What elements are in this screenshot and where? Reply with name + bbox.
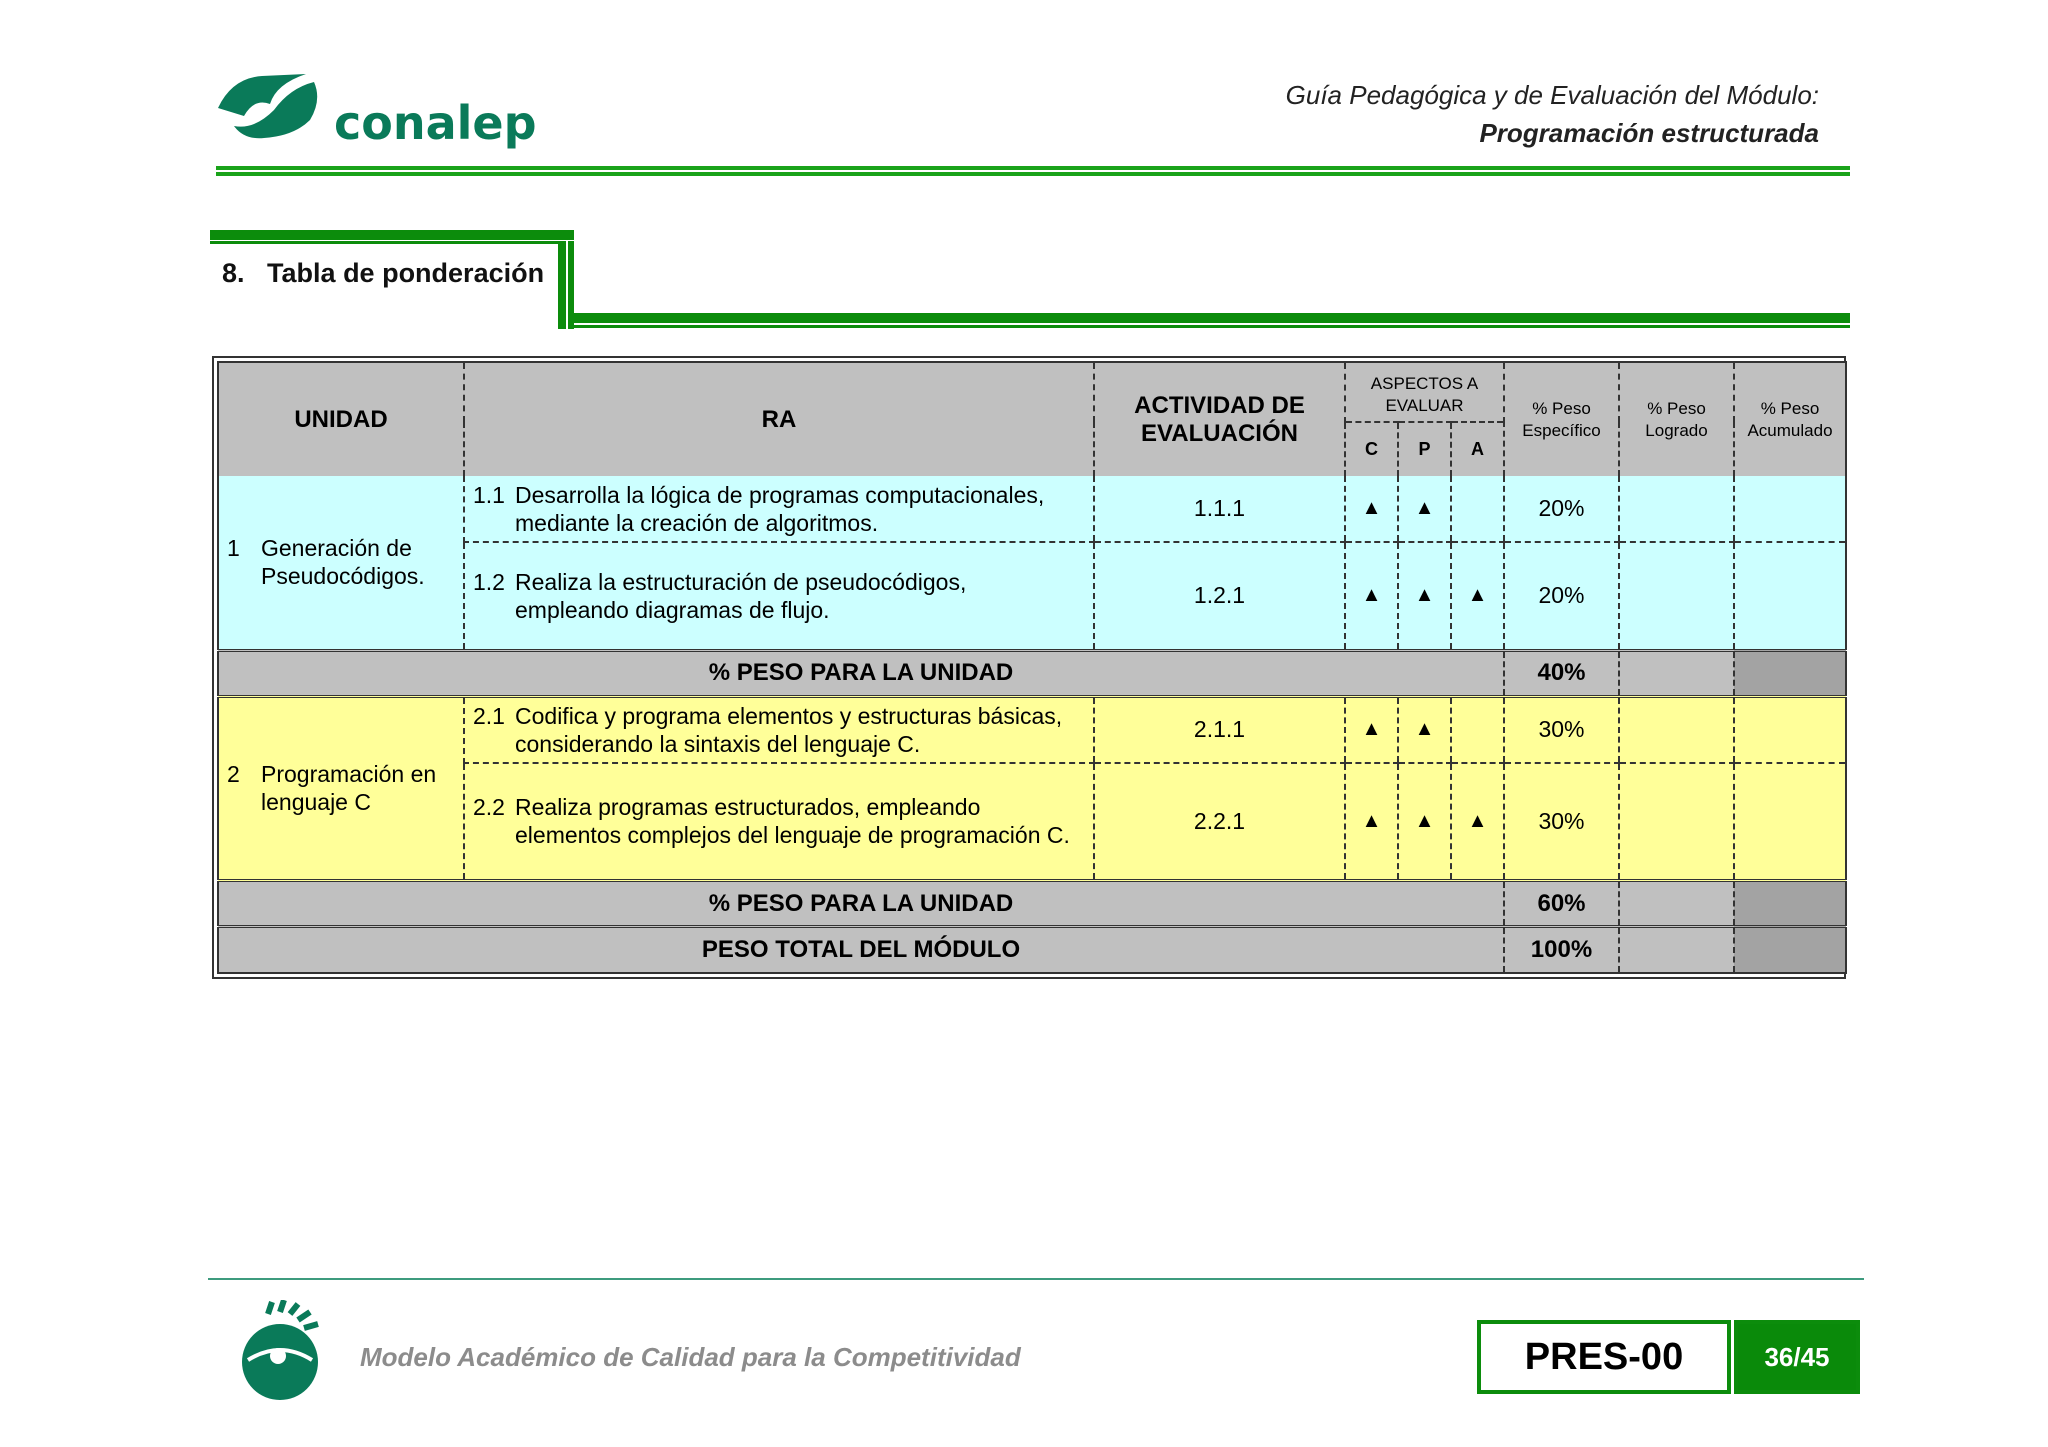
header-aspectos: ASPECTOS A EVALUAR [1345, 362, 1504, 422]
total-row [218, 927, 1846, 973]
unit-summary-label: % PESO PARA LA UNIDAD [218, 881, 1504, 927]
unit-cell [218, 476, 464, 650]
unit-name: Programación en lenguaje C [261, 761, 437, 816]
header-actividad: ACTIVIDAD DE EVALUACIÓN [1094, 362, 1345, 476]
unit-name: Generación de Pseudocódigos. [261, 535, 425, 590]
ra-number: 1.2 [473, 568, 505, 595]
section-frame-bottom [574, 313, 1850, 323]
peso-acumulado-cell [1734, 763, 1846, 881]
actividad-cell: 1.2.1 [1094, 542, 1345, 650]
section-title-text: Tabla de ponderación [267, 258, 545, 288]
ra-text: Realiza la estructuración de pseudocódigos, empleando diagramas de flujo. [515, 568, 967, 623]
peso-logrado-cell [1619, 696, 1734, 763]
unit-summary-label: % PESO PARA LA UNIDAD [218, 650, 1504, 696]
total-logrado [1619, 927, 1734, 973]
modelo-academico-seal-icon [228, 1300, 334, 1404]
unit-number: 2 [227, 761, 240, 788]
header-unidad: UNIDAD [218, 362, 464, 476]
aspect-a-cell [1451, 476, 1504, 542]
aspect-a-cell: ▲ [1451, 542, 1504, 650]
footer-divider [208, 1278, 1864, 1280]
header-c: C [1345, 422, 1398, 476]
ra-text: Realiza programas estructurados, empleando elementos complejos del lenguaje de programación C. [515, 794, 1070, 849]
actividad-cell: 2.2.1 [1094, 763, 1345, 881]
unit-summary-acumulado [1734, 881, 1846, 927]
page-number: 36/45 [1734, 1320, 1860, 1394]
unit-number: 1 [227, 535, 240, 562]
actividad-cell: 1.1.1 [1094, 476, 1345, 542]
header-divider-2 [216, 172, 1850, 176]
header-divider [216, 166, 1850, 170]
ra-cell [464, 763, 1094, 881]
aspect-a-cell [1451, 696, 1504, 763]
unit-summary-value: 40% [1504, 650, 1619, 696]
unit-summary-logrado [1619, 650, 1734, 696]
unit-cell [218, 696, 464, 881]
unit-summary-row [218, 881, 1846, 927]
document-code: PRES-00 [1477, 1320, 1731, 1394]
total-value: 100% [1504, 927, 1619, 973]
unit-summary-row [218, 650, 1846, 696]
ra-text: Desarrolla la lógica de programas computacionales, mediante la creación de algoritmos. [515, 481, 1045, 536]
unit-summary-acumulado [1734, 650, 1846, 696]
section-frame-vertical [558, 241, 566, 329]
ra-cell [464, 696, 1094, 763]
ra-number: 1.1 [473, 481, 505, 508]
ra-cell [464, 476, 1094, 542]
actividad-cell: 2.1.1 [1094, 696, 1345, 763]
peso-especifico-cell: 30% [1504, 696, 1619, 763]
peso-acumulado-cell [1734, 696, 1846, 763]
header-ra: RA [464, 362, 1094, 476]
section-title [222, 258, 544, 289]
peso-especifico-cell: 20% [1504, 542, 1619, 650]
aspect-c-cell: ▲ [1345, 763, 1398, 881]
section-number: 8. [222, 258, 245, 288]
unit-summary-value: 60% [1504, 881, 1619, 927]
aspect-c-cell: ▲ [1345, 696, 1398, 763]
header-peso-acumulado: % Peso Acumulado [1734, 362, 1846, 476]
peso-acumulado-cell [1734, 542, 1846, 650]
logo-wordmark: conalep [334, 96, 537, 150]
unit-summary-logrado [1619, 881, 1734, 927]
header-p: P [1398, 422, 1451, 476]
header-a: A [1451, 422, 1504, 476]
section-frame-top-thin [210, 241, 566, 244]
ra-number: 2.2 [473, 794, 505, 821]
aspect-p-cell: ▲ [1398, 476, 1451, 542]
ra-cell [464, 542, 1094, 650]
peso-especifico-cell: 30% [1504, 763, 1619, 881]
section-frame-top [210, 230, 574, 240]
ra-text: Codifica y programa elementos y estructuras básicas, considerando la sintaxis del lenguaje C. [515, 702, 1063, 757]
peso-logrado-cell [1619, 763, 1734, 881]
total-label: PESO TOTAL DEL MÓDULO [218, 927, 1504, 973]
peso-acumulado-cell [1734, 476, 1846, 542]
header-peso-logrado: % Peso Logrado [1619, 362, 1734, 476]
peso-especifico-cell: 20% [1504, 476, 1619, 542]
aspect-c-cell: ▲ [1345, 476, 1398, 542]
footer-text: Modelo Académico de Calidad para la Competitividad [360, 1342, 1021, 1372]
aspect-c-cell: ▲ [1345, 542, 1398, 650]
section-frame-bottom-thin [574, 325, 1850, 328]
total-acumulado [1734, 927, 1846, 973]
header-title-line2: Programación estructurada [1479, 118, 1819, 148]
aspect-a-cell: ▲ [1451, 763, 1504, 881]
table-row [218, 476, 1846, 542]
aspect-p-cell: ▲ [1398, 763, 1451, 881]
document-header [1286, 76, 1819, 152]
ponderacion-table [212, 356, 1846, 979]
table-row [218, 696, 1846, 763]
peso-logrado-cell [1619, 476, 1734, 542]
header-title-line1: Guía Pedagógica y de Evaluación del Módulo: [1285, 80, 1819, 110]
aspect-p-cell: ▲ [1398, 542, 1451, 650]
header-peso-especifico: % Peso Específico [1504, 362, 1619, 476]
peso-logrado-cell [1619, 542, 1734, 650]
ra-number: 2.1 [473, 702, 505, 729]
aspect-p-cell: ▲ [1398, 696, 1451, 763]
